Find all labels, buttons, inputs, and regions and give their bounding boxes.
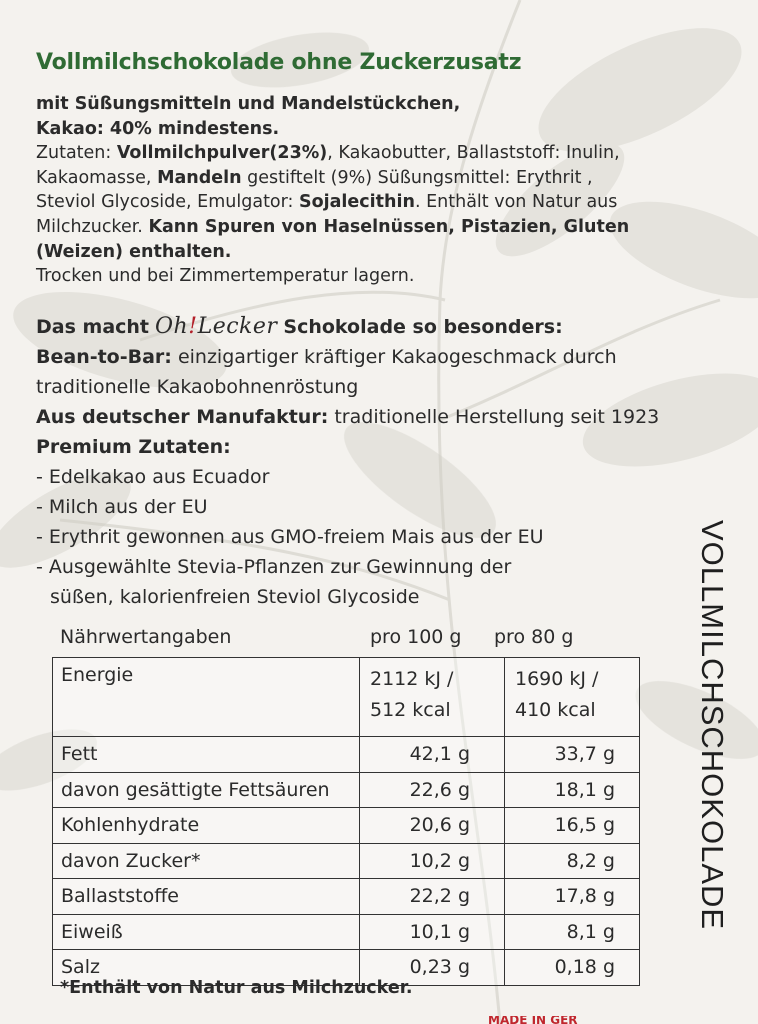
- value-80g: 33,7 g: [505, 737, 640, 773]
- cropped-red-text: MADE IN GER: [488, 1016, 578, 1024]
- bean-to-bar: Bean-to-Bar: einzigartiger kräftiger Kakaogeschmack durch traditionelle Kakaobohnenröstung: [36, 346, 617, 398]
- table-row: [53, 879, 640, 915]
- value-80g: 17,8 g: [505, 879, 640, 915]
- manufaktur: Aus deutscher Manufaktur: traditionelle Herstellung seit 1923: [36, 406, 660, 428]
- list-item: - Milch aus der EU: [36, 496, 208, 518]
- nutrition-table: [52, 657, 640, 986]
- list-item: - Edelkakao aus Ecuador: [36, 466, 270, 488]
- value-80g: 18,1 g: [505, 772, 640, 808]
- value-100g: 20,6 g: [360, 808, 505, 844]
- special-features: [36, 312, 686, 612]
- allergen-note: Kann Spuren von Haselnüssen, Pistazien, Gluten (Weizen) enthalten.: [36, 216, 630, 262]
- value-80g: 0,18 g: [505, 950, 640, 986]
- value-80g: 8,1 g: [505, 914, 640, 950]
- brand-logo: Oh!Lecker: [155, 314, 278, 339]
- table-row: [53, 914, 640, 950]
- table-row: [53, 737, 640, 773]
- value-100g: 42,1 g: [360, 737, 505, 773]
- storage-note: Trocken und bei Zimmertemperatur lagern.: [36, 266, 415, 287]
- value-100g: 22,6 g: [360, 772, 505, 808]
- lactose-note: Enthält von Natur aus Milchzucker.: [36, 192, 618, 237]
- energy-100g: 2112 kJ / 512 kcal: [360, 658, 505, 737]
- ingredients-list: Zutaten: Vollmilchpulver(23%), Kakaobutter, Ballaststoff: Inulin, Kakaomasse, Mandeln gestiftelt (9%) Süßungsmittel: Erythrit , Steviol Glycoside, Emulgator: Sojalecithin. Enthält von Natur aus Milchzucker. Kann Spuren von Haselnüssen, Pistazien, Gluten (Weizen) enthalten.: [36, 143, 630, 262]
- value-100g: 22,2 g: [360, 879, 505, 915]
- row-label: Kohlenhydrate: [53, 808, 360, 844]
- row-label: Fett: [53, 737, 360, 773]
- row-label: Energie: [53, 658, 360, 737]
- subtitle-line-2: Kakao: 40% mindestens.: [36, 118, 280, 139]
- value-100g: 10,2 g: [360, 843, 505, 879]
- energy-80g: 1690 kJ / 410 kcal: [505, 658, 640, 737]
- value-80g: 16,5 g: [505, 808, 640, 844]
- premium-label: Premium Zutaten:: [36, 436, 231, 458]
- table-row: [53, 808, 640, 844]
- product-title: Vollmilchschokolade ohne Zuckerzusatz: [36, 50, 522, 75]
- premium-list: [36, 462, 686, 612]
- row-label: davon gesättigte Fettsäuren: [53, 772, 360, 808]
- list-item: - Ausgewählte Stevia-Pflanzen zur Gewinnung der: [36, 556, 512, 578]
- row-label: Salz: [53, 950, 360, 986]
- nutrition-heading: Nährwertangaben: [60, 626, 232, 648]
- value-100g: 0,23 g: [360, 950, 505, 986]
- value-100g: 10,1 g: [360, 914, 505, 950]
- value-80g: 8,2 g: [505, 843, 640, 879]
- column-header-80g: pro 80 g: [494, 626, 574, 648]
- table-row: [53, 772, 640, 808]
- row-label: Eiweiß: [53, 914, 360, 950]
- ingredients-block: [36, 92, 656, 289]
- subtitle-line-1: mit Süßungsmitteln und Mandelstückchen,: [36, 94, 461, 114]
- special-heading: Das macht Oh!Lecker Schokolade so besonders:: [36, 314, 563, 339]
- vertical-product-name: VOLLMILCHSCHOKOLADE: [695, 520, 730, 931]
- footnote: *Enthält von Natur aus Milchzucker.: [60, 978, 413, 998]
- table-row: [53, 843, 640, 879]
- row-label: davon Zucker*: [53, 843, 360, 879]
- column-header-100g: pro 100 g: [370, 626, 462, 648]
- list-item: süßen, kalorienfreien Steviol Glycoside: [50, 586, 420, 608]
- list-item: - Erythrit gewonnen aus GMO-freiem Mais aus der EU: [36, 526, 544, 548]
- row-label: Ballaststoffe: [53, 879, 360, 915]
- table-row-energy: [53, 658, 640, 737]
